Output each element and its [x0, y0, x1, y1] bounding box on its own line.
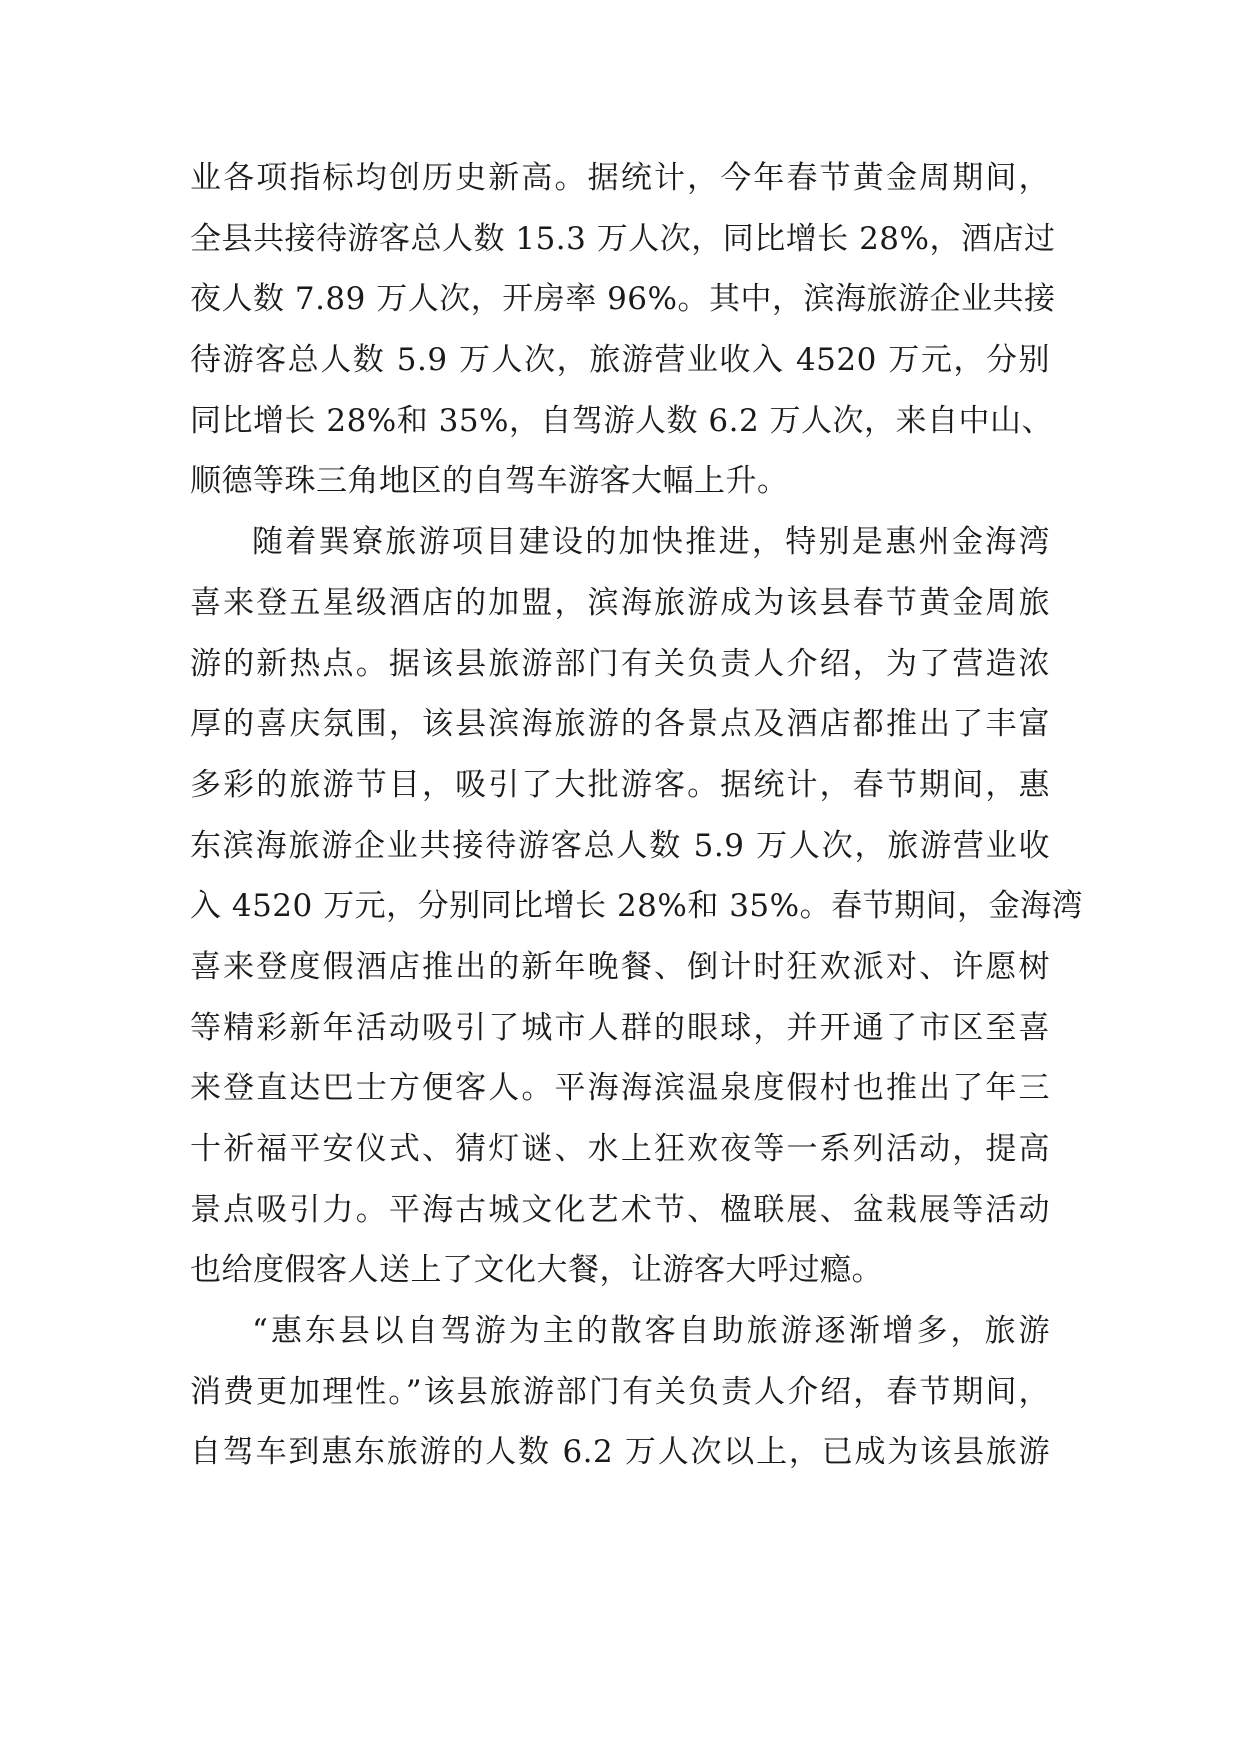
text-line: 自驾车到惠东旅游的人数 6.2 万人次以上，已成为该县旅游: [190, 1434, 1050, 1471]
text-line: 全县共接待游客总人数 15.3 万人次，同比增长 28%，酒店过: [190, 220, 1056, 257]
text-line: 景点吸引力。平海古城文化艺术节、楹联展、盆栽展等活动: [190, 1191, 1050, 1228]
text-line: 入 4520 万元，分别同比增长 28%和 35%。春节期间，金海湾: [190, 888, 1084, 925]
text-line: 随着巽寮旅游项目建设的加快推进，特别是惠州金海湾: [252, 524, 1050, 561]
text-line: 也给度假客人送上了文化大餐，让游客大呼过瘾。: [190, 1252, 883, 1289]
text-line: 待游客总人数 5.9 万人次，旅游营业收入 4520 万元，分别: [190, 342, 1050, 379]
document-body: [190, 148, 1084, 1483]
text-line: 夜人数 7.89 万人次，开房率 96%。其中，滨海旅游企业共接: [190, 281, 1056, 318]
text-line: 十祈福平安仪式、猜灯谜、水上狂欢夜等一系列活动，提高: [190, 1131, 1050, 1167]
text-line: 同比增长 28%和 35%，自驾游人数 6.2 万人次，来自中山、: [190, 402, 1054, 439]
text-line: 业各项指标均创历史新高。据统计，今年春节黄金周期间，: [190, 160, 1050, 196]
text-line: 喜来登度假酒店推出的新年晚餐、倒计时狂欢派对、许愿树: [190, 948, 1050, 985]
text-line: 等精彩新年活动吸引了城市人群的眼球，并开通了市区至喜: [190, 1009, 1050, 1046]
text-line: 来登直达巴士方便客人。平海海滨温泉度假村也推出了年三: [190, 1070, 1050, 1107]
text-line: 多彩的旅游节目，吸引了大批游客。据统计，春节期间，惠: [190, 766, 1050, 803]
text-line: “惠东县以自驾游为主的散客自助旅游逐渐增多，旅游: [252, 1313, 1050, 1350]
text-line: 东滨海旅游企业共接待游客总人数 5.9 万人次，旅游营业收: [190, 827, 1050, 864]
text-line: 消费更加理性。”该县旅游部门有关负责人介绍，春节期间，: [190, 1373, 1050, 1410]
text-line: 顺德等珠三角地区的自驾车游客大幅上升。: [190, 463, 789, 500]
text-line: 厚的喜庆氛围，该县滨海旅游的各景点及酒店都推出了丰富: [190, 706, 1050, 743]
text-line: 游的新热点。据该县旅游部门有关负责人介绍，为了营造浓: [190, 645, 1050, 682]
text-line: 喜来登五星级酒店的加盟，滨海旅游成为该县春节黄金周旅: [190, 584, 1050, 621]
